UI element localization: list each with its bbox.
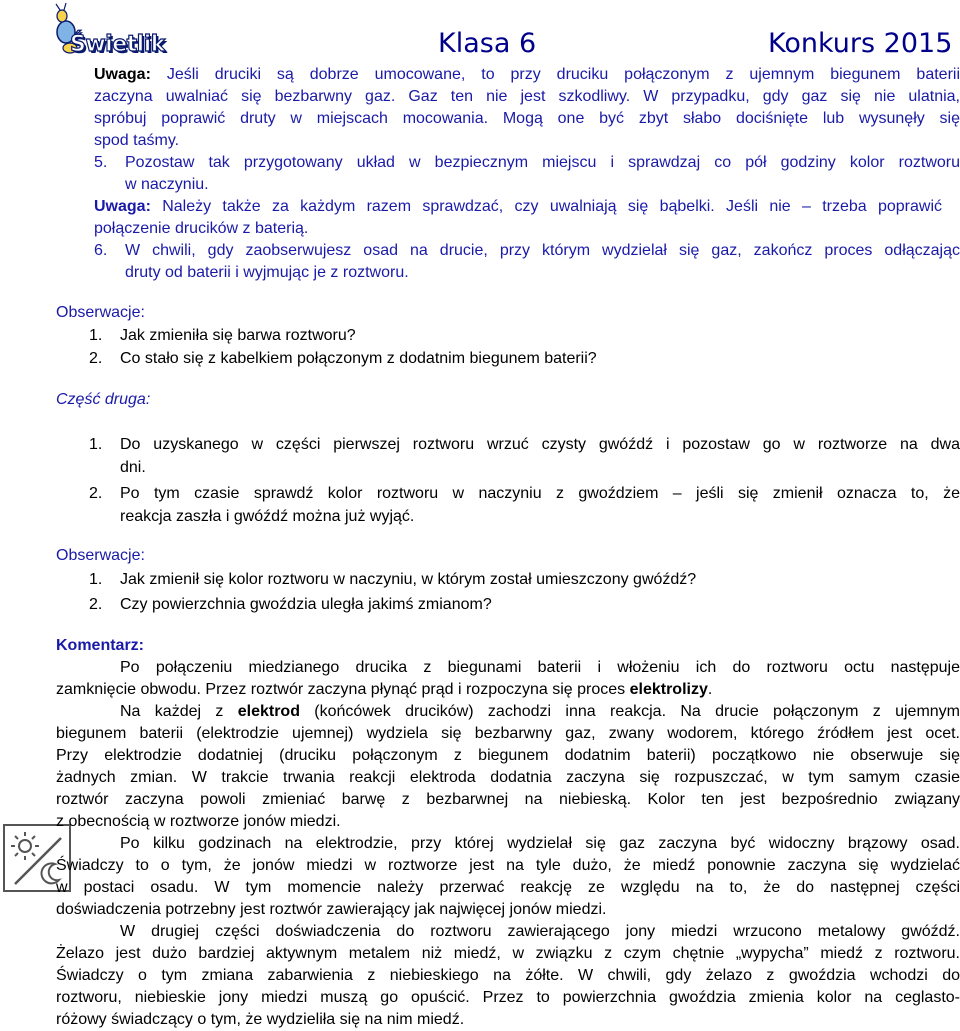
list-item: reakcja zaszła i gwóźdź można już wyjąć.	[120, 508, 415, 525]
list-item: Jak zmienił się kolor roztworu w naczyniu, w którym został umieszczony gwóźdź?	[120, 571, 697, 588]
class-label: Klasa 6	[438, 28, 537, 59]
note-text: Jeśli druciki są dobrze umocowane, to przy druciku połączonym z ujemnym biegunem baterii	[166, 66, 960, 83]
comment-line: biegunem baterii (elektrodzie ujemnej) wydziela się bezbarwny gaz, zwany wodorem, którego źródłem jest ocet.	[56, 725, 960, 742]
comment-line	[120, 701, 960, 723]
list-item: Jak zmieniła się barwa roztworu?	[120, 327, 356, 344]
comment-line: doświadczenia potrzebny jest roztwór zawierający jak najwięcej jonów miedzi.	[56, 901, 607, 918]
step-number: 6.	[94, 242, 108, 259]
comment-line: Żelazo jest dużo bardziej aktywnym metalem niż miedź, w związku z czym chętnie „wypycha” miedź z roztworu.	[56, 945, 960, 962]
note-label: Uwaga:	[94, 66, 151, 83]
comment-text: (końcówek drucików) zachodzi inna reakcja. Na drucie połączonym z ujemnym	[299, 703, 960, 720]
list-item: Czy powierzchnia gwoździa uległa jakimś zmianom?	[120, 596, 492, 613]
contest-label: Konkurs 2015	[768, 28, 953, 59]
section-title: Obserwacje:	[56, 547, 145, 564]
comment-line: Świadczy to o tym, że jonów miedzi w roztworze jest na tyle dużo, że miedź ponownie zaczyna się wydzielać	[56, 857, 960, 874]
comment-line: różowy świadczący o tym, że wydzieliła się na nim miedź.	[56, 1011, 465, 1028]
comment-line: w postaci osadu. W tym momencie należy przerwać reakcję ze względu na to, że do następnej części	[56, 879, 960, 896]
comment-bold: elektrolizy	[629, 681, 708, 698]
list-number: 1.	[89, 571, 103, 588]
list-item: Co stało się z kabelkiem połączonym z dodatnim biegunem baterii?	[120, 350, 597, 367]
section-title: Obserwacje:	[56, 304, 145, 321]
comment-line: W drugiej części doświadczenia do roztworu zawierającego jony miedzi wrzucono metalowy gwóźdź.	[120, 923, 960, 940]
list-item: Do uzyskanego w części pierwszej roztworu wrzuć czysty gwóźdź i pozostaw go w roztworze na dwa	[120, 436, 960, 453]
comment-line: Przy elektrodzie dodatniej (druciku połączonym z biegunem dodatnim baterii) początkowo nie obserwuje się	[56, 747, 960, 764]
list-number: 2.	[89, 350, 103, 367]
step-text: w naczyniu.	[125, 176, 209, 193]
list-number: 2.	[89, 485, 103, 502]
note-line: połączenie drucików z baterią.	[94, 220, 309, 237]
list-number: 1.	[89, 327, 103, 344]
logo-text: Świetlik	[70, 32, 165, 57]
section-title: Część druga:	[56, 391, 151, 408]
list-number: 1.	[89, 436, 103, 453]
note-text: Należy także za każdym razem sprawdzać, czy uwalniają się bąbelki. Jeśli nie – trzeba poprawić	[162, 198, 942, 215]
comment-line: Po kilku godzinach na elektrodzie, przy której wydzielał się gaz zaczyna być widoczny brązowy osad.	[120, 835, 960, 852]
note-line: spróbuj poprawić druty w miejscach mocowania. Mogą one być zbyt słabo dociśnięte lub wysunęły się	[94, 110, 960, 127]
comment-line: roztworu, niebieskie jony miedzi muszą go opuścić. Przez to powierzchnia gwoździa zmienia kolor na ceglasto-	[56, 989, 960, 1006]
list-item: Po tym czasie sprawdź kolor roztworu w naczyniu z gwoździem – jeśli się zmienił oznacza to, że	[120, 485, 960, 502]
note-label: Uwaga:	[94, 198, 151, 215]
comment-text: .	[707, 681, 713, 698]
section-title: Komentarz:	[56, 637, 145, 654]
step-number: 5.	[94, 154, 108, 171]
step-text: W chwili, gdy zaobserwujesz osad na drucie, przy którym wydzielał się gaz, zakończ proces odłączając	[125, 242, 960, 259]
comment-line	[56, 679, 712, 701]
step-text: druty od baterii i wyjmując je z roztworu.	[125, 264, 409, 281]
note-line: spod taśmy.	[94, 132, 180, 149]
comment-text: Na każdej z	[120, 703, 238, 720]
comment-line: żadnych zmian. W trakcie trwania reakcji elektroda dodatnia zaczyna się rozpuszczać, w tym samym czasie	[56, 769, 960, 786]
comment-line: roztwór zaczyna powoli zmieniać barwę z bezbarwnej na niebieską. Kolor ten jest bezpośrednio związany	[56, 791, 960, 808]
comment-line: Po połączeniu miedzianego drucika z biegunami baterii i włożeniu ich do roztworu octu następuje	[120, 659, 960, 676]
note-line	[94, 196, 942, 218]
note-line	[94, 64, 960, 86]
step-text: Pozostaw tak przygotowany układ w bezpiecznym miejscu i sprawdzaj co pół godziny kolor roztworu	[125, 154, 960, 171]
list-item: dni.	[120, 459, 146, 476]
list-number: 2.	[89, 596, 103, 613]
comment-line: Świadczy o tym zmiana zabarwienia z niebieskiego na żółte. W chwili, gdy żelazo z gwoździa wchodzi do	[56, 967, 960, 984]
comment-bold: elektrod	[237, 703, 300, 720]
comment-line: z obecnością w roztworze jonów miedzi.	[56, 813, 341, 830]
note-line: zaczyna uwalniać się bezbarwny gaz. Gaz ten nie jest szkodliwy. W przypadku, gdy gaz się nie ulatnia,	[94, 88, 960, 105]
comment-text: zamknięcie obwodu. Przez roztwór zaczyna płynąć prąd i rozpoczyna się proces	[56, 681, 630, 698]
swietlik-logo	[48, 2, 165, 64]
